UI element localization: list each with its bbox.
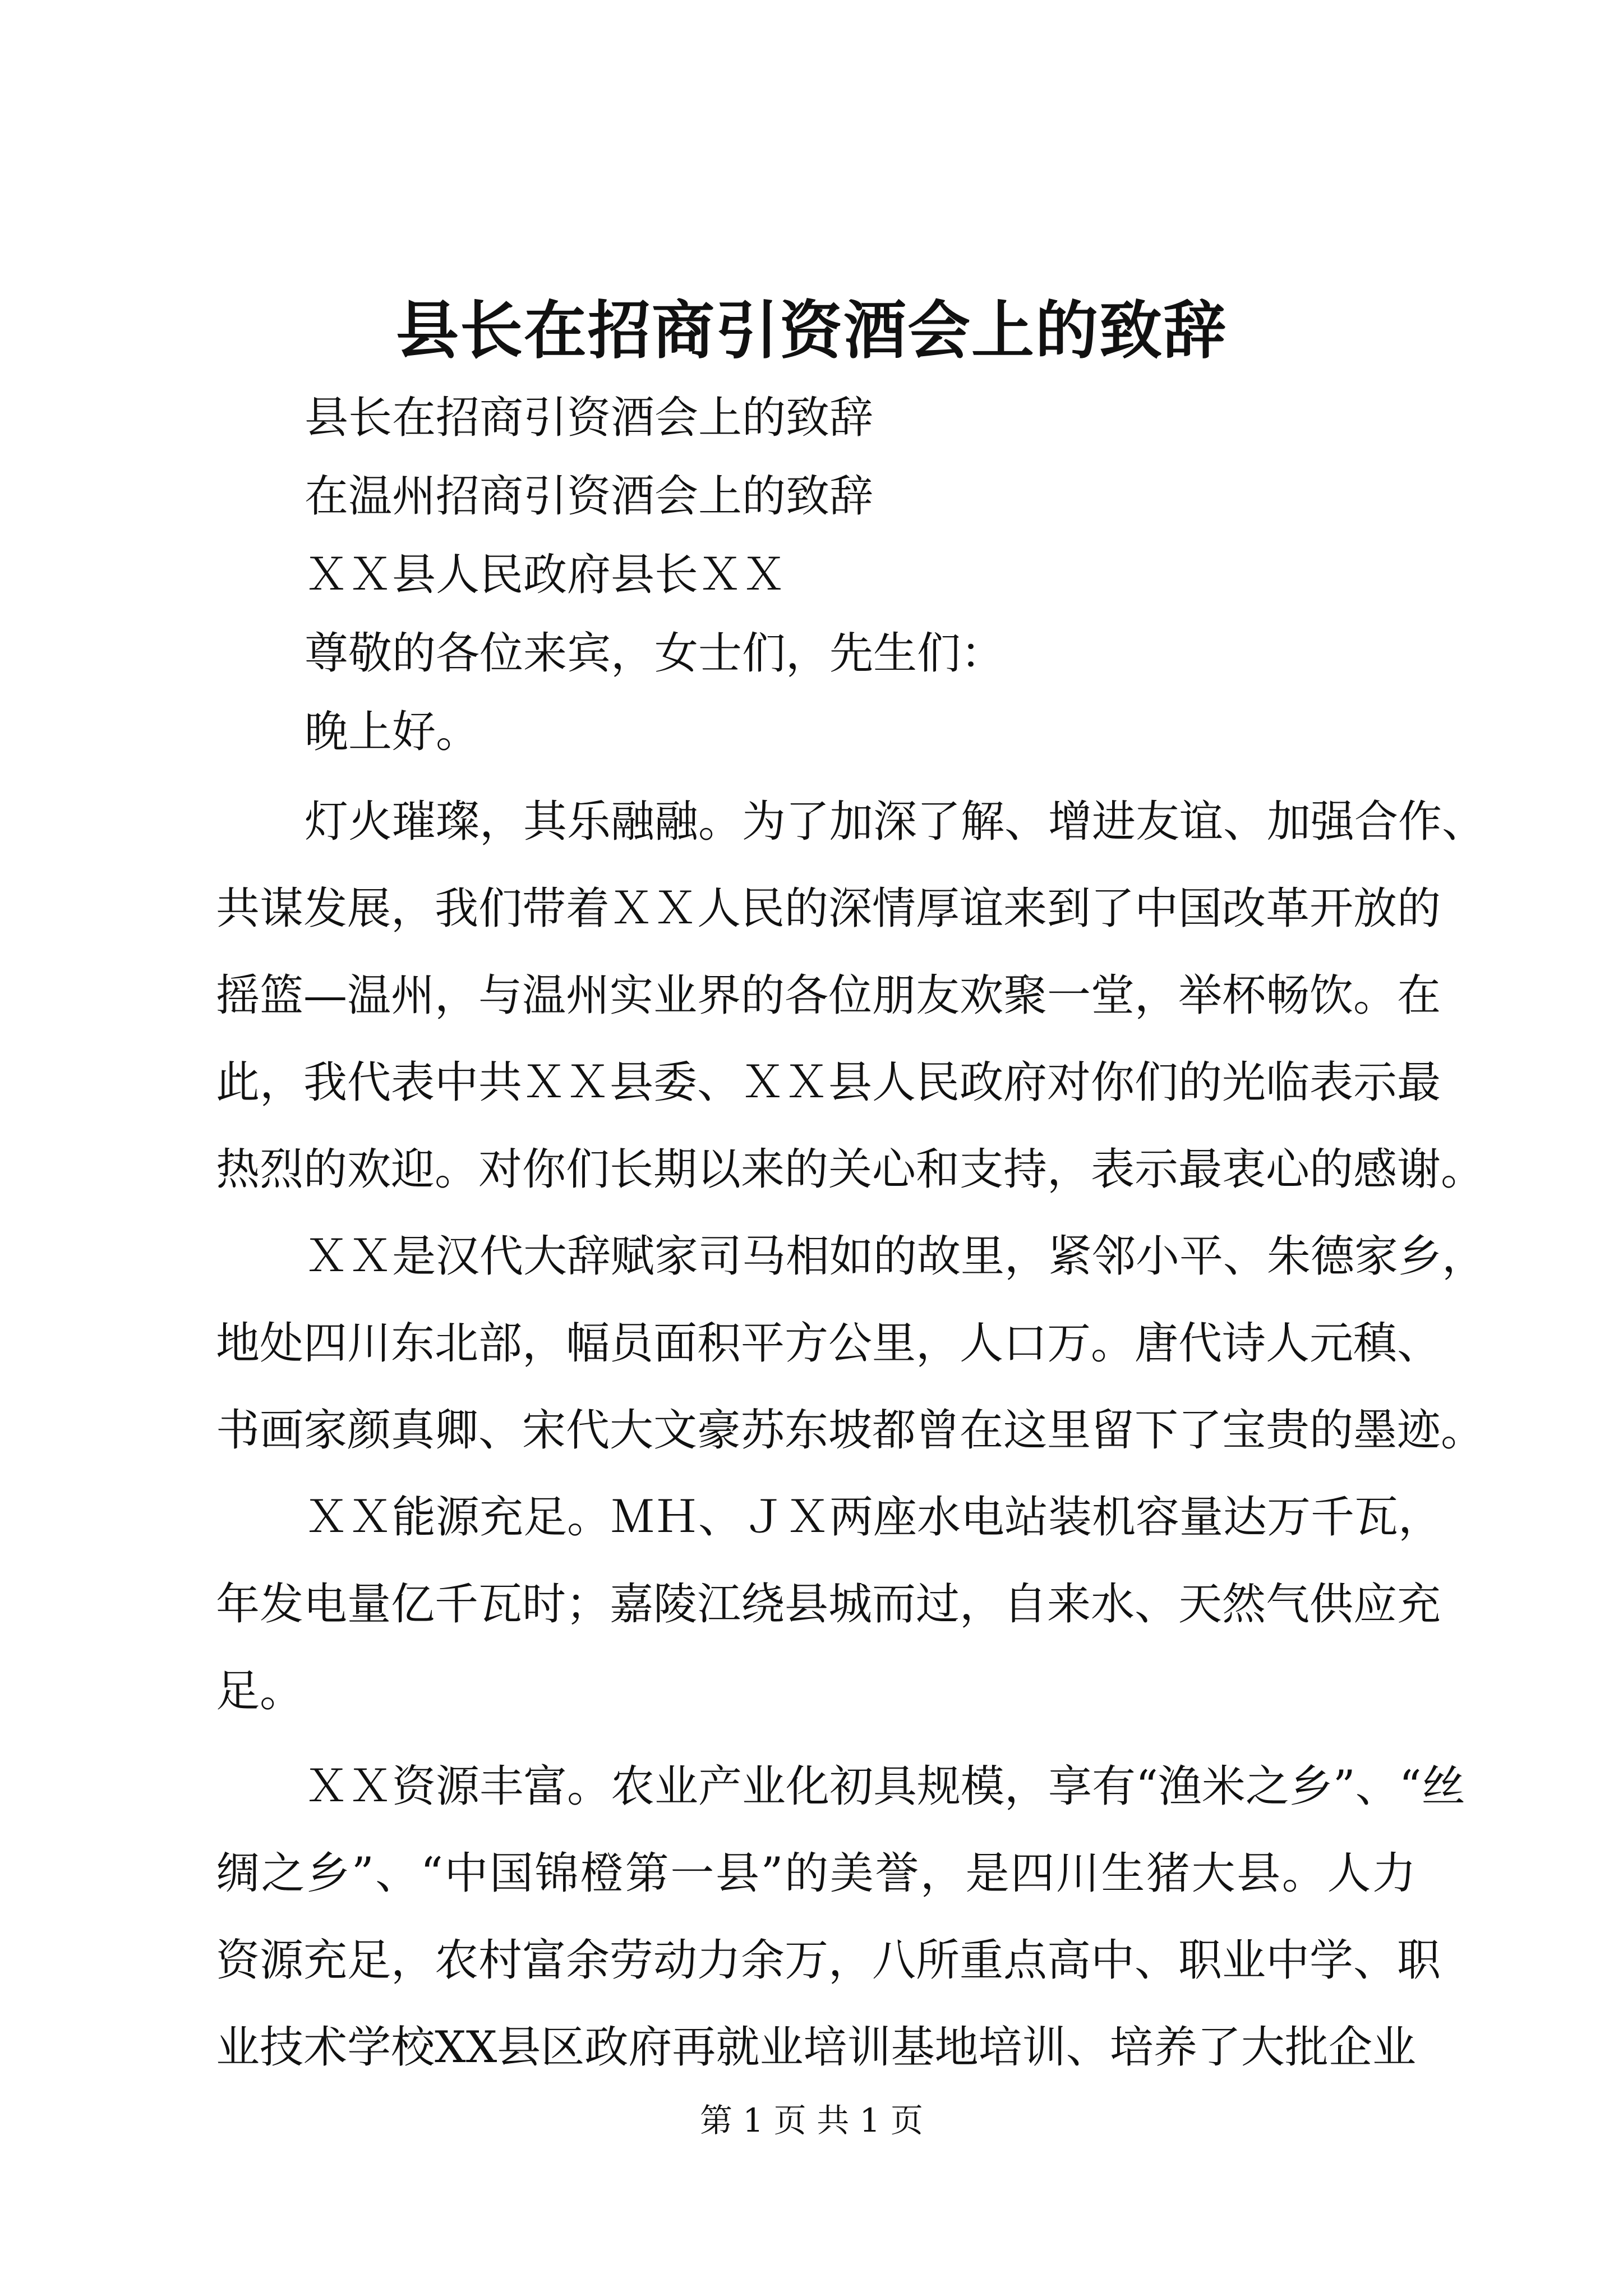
paragraph-2-line-2: 地处四川东北部，幅员面积平方公里，人口万。唐代诗人元稹、 <box>216 1318 1441 1369</box>
paragraph-4-line-4: 业技术学校XX县区政府再就业培训基地培训、培养了大批企业 <box>216 2022 1416 2073</box>
page-footer: 第 1 页 共 1 页 <box>700 2101 923 2139</box>
paragraph-1-line-3: 摇篮—温州，与温州实业界的各位朋友欢聚一堂，举杯畅饮。在 <box>216 970 1441 1021</box>
paragraph-4-line-3: 资源充足，农村富余劳动力余万，八所重点高中、职业中学、职 <box>216 1935 1441 1986</box>
paragraph-3-line-1: ＸＸ能源充足。ＭＨ、ＪＸ两座水电站装机容量达万千瓦， <box>305 1492 1442 1543</box>
paragraph-1-line-5: 热烈的欢迎。对你们长期以来的关心和支持，表示最衷心的感谢。 <box>216 1144 1485 1195</box>
paragraph-4-line-1: ＸＸ资源丰富。农业产业化初具规模，享有“渔米之乡”、“丝 <box>305 1761 1465 1812</box>
paragraph-1-line-2: 共谋发展，我们带着ＸＸ人民的深情厚谊来到了中国改革开放的 <box>216 884 1441 934</box>
paragraph-4-line-2: 绸之乡”、“中国锦橙第一县”的美誉，是四川生猪大县。人力 <box>216 1848 1416 1899</box>
paragraph-2-line-1: ＸＸ是汉代大辞赋家司马相如的故里，紧邻小平、朱德家乡， <box>305 1231 1486 1282</box>
paragraph-1-line-4: 此，我代表中共ＸＸ县委、ＸＸ县人民政府对你们的光临表示最 <box>216 1057 1441 1108</box>
header-line-author: ＸＸ县人民政府县长ＸＸ <box>305 550 786 600</box>
greeting: 晚上好。 <box>305 707 480 757</box>
paragraph-2-line-3: 书画家颜真卿、宋代大文豪苏东坡都曾在这里留下了宝贵的墨迹。 <box>216 1405 1485 1456</box>
document-title: 县长在招商引资酒会上的致辞 <box>396 294 1227 367</box>
header-line-2: 在温州招商引资酒会上的致辞 <box>305 471 874 522</box>
paragraph-3-line-2: 年发电量亿千瓦时；嘉陵江绕县城而过，自来水、天然气供应充 <box>216 1579 1441 1630</box>
header-line-1: 县长在招商引资酒会上的致辞 <box>305 393 874 443</box>
salutation: 尊敬的各位来宾，女士们，先生们： <box>305 628 1005 679</box>
paragraph-1-line-1: 灯火璀璨，其乐融融。为了加深了解、增进友谊、加强合作、 <box>305 797 1486 847</box>
paragraph-3-line-3: 足。 <box>216 1666 304 1717</box>
